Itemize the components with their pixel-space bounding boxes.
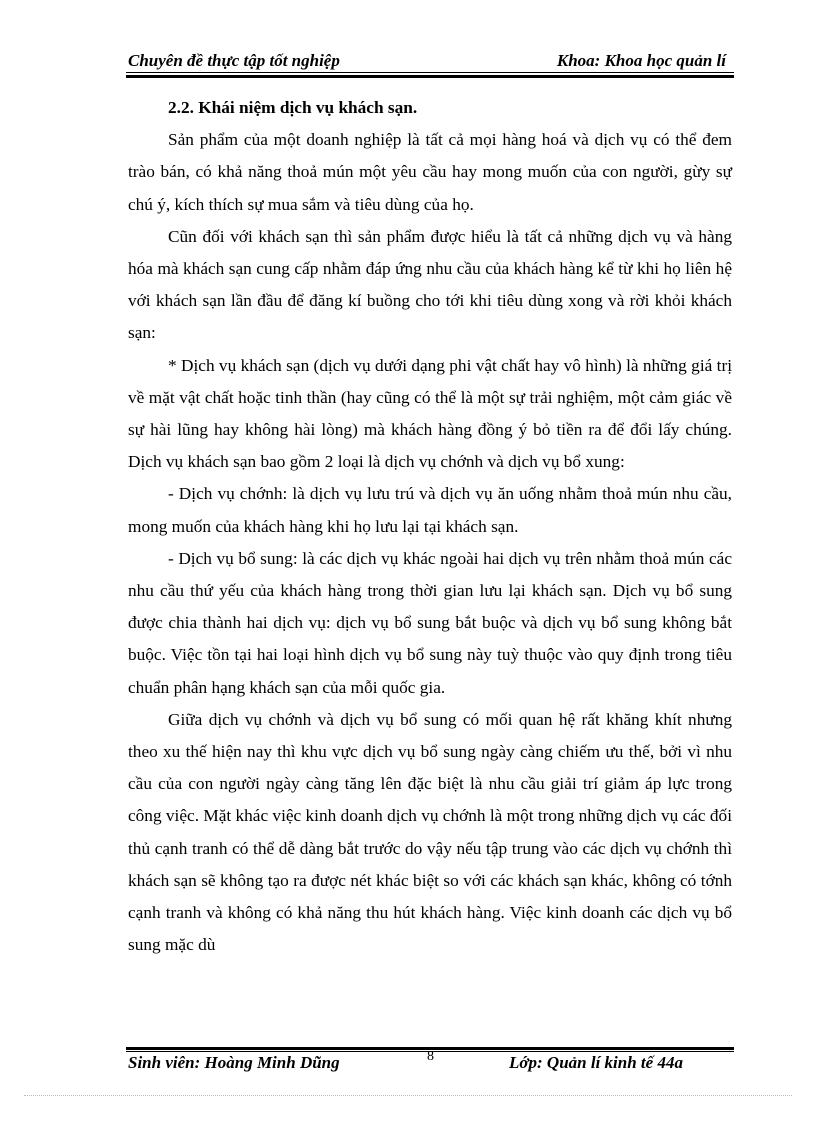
page-body [128, 92, 732, 961]
footer-class: Lớp: Quản lí kinh tế 44a [509, 1053, 683, 1072]
footer-student-name: Sinh viên: Hoàng Minh Dũng [128, 1053, 340, 1072]
header-thesis-title: Chuyên đề thực tập tốt nghiệp [128, 51, 340, 70]
page-number: 8 [427, 1049, 434, 1064]
header-rule-thick [126, 75, 734, 78]
section-heading: 2.2. Khái niệm dịch vụ khách sạn. [168, 98, 418, 117]
page-header [128, 48, 734, 72]
header-rule-thin [126, 72, 734, 73]
paragraph: Cũn đối với khách sạn thì sản phẩm được hiểu là tất cả những dịch vụ và hàng hóa mà khách sạn cung cấp nhằm đáp ứng nhu cầu của khách hàng kể từ khi họ liên hệ với khách sạn lần đầu để đăng kí buồng cho tới khi tiêu dùng xong và rời khỏi khách sạn: [128, 226, 732, 343]
page-edge-divider [24, 1095, 792, 1096]
paragraph: - Dịch vụ chớnh: là dịch vụ lưu trú và dịch vụ ăn uống nhằm thoả mún nhu cầu, mong muốn của khách hàng khi họ lưu lại tại khách sạn. [128, 484, 732, 536]
paragraph: * Dịch vụ khách sạn (dịch vụ dưới dạng phi vật chất hay vô hình) là những giá trị về mặt vật chất hoặc tinh thần (hay cũng có thể là một sự trải nghiệm, một cảm giác về sự hài lũng hay không hài lòng) mà khách hàng đồng ý bỏ tiền ra để đổi lấy chúng. Dịch vụ khách sạn bao gồm 2 loại là dịch vụ chớnh và dịch vụ bổ xung: [128, 355, 732, 472]
paragraph: Giữa dịch vụ chớnh và dịch vụ bổ sung có mối quan hệ rất khăng khít nhưng theo xu thế hiện nay thì khu vực dịch vụ bổ sung ngày càng chiếm ưu thế, bởi vì nhu cầu của con người ngày càng tăng lên đặc biệt là nhu cầu giải trí giảm áp lực trong công việc. Mặt khác việc kinh doanh dịch vụ chớnh là một trong những dịch vụ các đối thủ cạnh tranh có thể dễ dàng bắt trước do vậy nếu tập trung vào các dịch vụ chớnh thì khách sạn sẽ không tạo ra được nét khác biệt so với các khách sạn khác, không có tớnh cạnh tranh và không có khả năng thu hút khách hàng. Việc kinh doanh các dịch vụ bổ sung mặc dù [128, 709, 732, 955]
paragraph: - Dịch vụ bổ sung: là các dịch vụ khác ngoài hai dịch vụ trên nhằm thoả mún các nhu cầu thứ yếu của khách hàng trong thời gian lưu lại khách sạn. Dịch vụ bổ sung được chia thành hai dịch vụ: dịch vụ bổ sung bắt buộc và dịch vụ bổ sung không bắt buộc. Việc tồn tại hai loại hình dịch vụ bổ sung này tuỳ thuộc vào quy định trong tiêu chuẩn phân hạng khách sạn của mỗi quốc gia. [128, 548, 732, 697]
paragraph: Sản phẩm của một doanh nghiệp là tất cả mọi hàng hoá và dịch vụ có thể đem trào bán, có khả năng thoả mún một yêu cầu hay mong muốn của con người, gừy sự chú ý, kích thích sự mua sắm và tiêu dùng của họ. [128, 130, 732, 214]
header-faculty: Khoa: Khoa học quản lí [556, 51, 726, 70]
page-footer [128, 1049, 734, 1078]
